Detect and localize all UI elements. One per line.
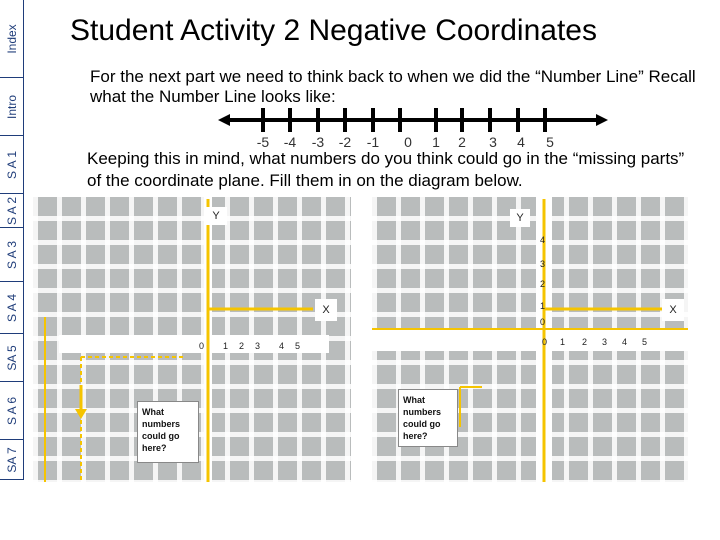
tab-label: Index (4, 23, 19, 54)
y-number: 4 (540, 235, 546, 245)
x-number: 3 (255, 341, 261, 351)
intro-text: For the next part we need to think back to when we did the “Number Line” Recall what the Number Line looks like: (90, 67, 696, 106)
tab-sa2[interactable] (0, 194, 24, 228)
x-number: 2 (582, 337, 588, 347)
x-number: 3 (602, 337, 608, 347)
x-number: 2 (239, 341, 245, 351)
tab-label: SA 5 (4, 344, 19, 371)
y-axis-label: Y (510, 209, 530, 227)
question-note: What numbers could go here? (398, 389, 458, 447)
x-axis-label: X (662, 299, 684, 321)
tab-label: S A 1 (4, 150, 19, 179)
x-number: 5 (642, 337, 648, 347)
number-line-label: 0 (404, 134, 412, 150)
x-number: 0 (199, 341, 205, 351)
tab-label: S A 2 (4, 196, 19, 225)
tab-sa6[interactable] (0, 382, 24, 440)
tab-sa3[interactable] (0, 228, 24, 282)
number-line-label: 1 (432, 134, 440, 150)
tab-sa4[interactable] (0, 282, 24, 334)
slide-nav (0, 0, 24, 540)
y-number: 0 (540, 317, 546, 327)
tab-label: S A 6 (4, 396, 19, 425)
number-line-label: -3 (311, 134, 325, 150)
number-line-graphic (218, 102, 608, 134)
number-line (218, 102, 608, 150)
number-line-label: -2 (338, 134, 352, 150)
number-line-label: 5 (546, 134, 554, 150)
y-number: 2 (540, 279, 546, 289)
tab-intro[interactable] (0, 78, 24, 136)
question-note: What numbers could go here? (137, 401, 199, 463)
number-line-label: -1 (366, 134, 380, 150)
coordinate-plane-right (372, 197, 688, 482)
instruction-text: Keeping this in mind, what numbers do you think could go in the “missing parts” of the coordinate plane. Fill them in on the diagram below. (87, 149, 685, 190)
x-number: 4 (622, 337, 628, 347)
y-number: 1 (540, 301, 546, 311)
tab-label: Intro (4, 94, 19, 119)
tab-sa5[interactable] (0, 334, 24, 382)
number-line-label: -5 (256, 134, 270, 150)
tab-sa7[interactable] (0, 440, 24, 480)
tab-label: S A 3 (4, 240, 19, 269)
tab-label: SA 7 (4, 446, 19, 473)
x-number: 1 (223, 341, 229, 351)
number-line-label: 4 (517, 134, 525, 150)
x-number: 5 (295, 341, 301, 351)
number-line-label: 2 (458, 134, 466, 150)
x-number: 1 (560, 337, 566, 347)
y-axis-label: Y (205, 207, 227, 225)
tab-sa1[interactable] (0, 136, 24, 194)
number-line-label: 3 (489, 134, 497, 150)
slide-title: Student Activity 2 Negative Coordinates (70, 14, 597, 47)
tab-label: S A 4 (4, 293, 19, 322)
x-number: 4 (279, 341, 285, 351)
coordinate-plane-left (33, 197, 351, 482)
x-axis-label: X (315, 299, 337, 321)
y-number: 3 (540, 259, 546, 269)
number-line-label: -4 (283, 134, 297, 150)
x-number: 0 (542, 337, 548, 347)
tab-index[interactable] (0, 0, 24, 78)
